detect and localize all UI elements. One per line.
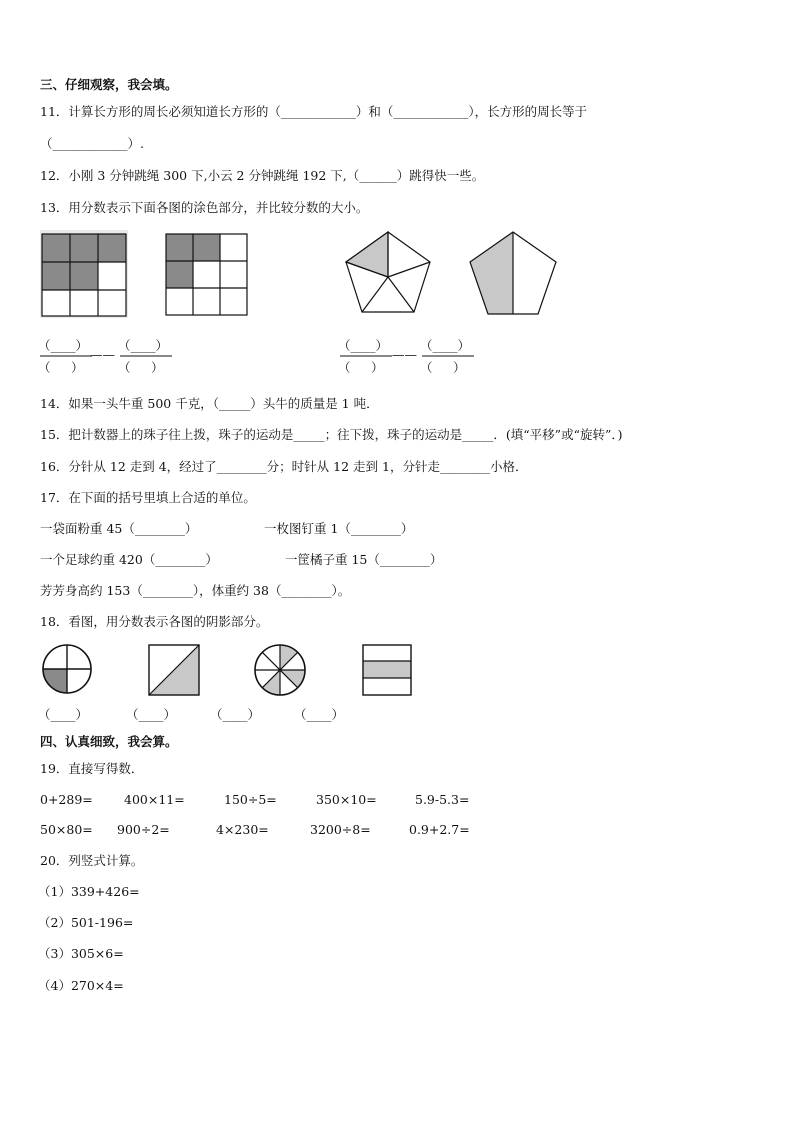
- q18-answer-blank-2[interactable]: （____）: [126, 707, 177, 722]
- q19-expr: 0+289=: [40, 792, 93, 807]
- question-13: 13．用分数表示下面各图的涂色部分，并比较分数的大小。: [40, 200, 369, 215]
- q19-expr: 0.9+2.7=: [409, 822, 470, 837]
- q19-expr: 50×80=: [40, 822, 93, 837]
- q19-expr: 5.9-5.3=: [415, 792, 470, 807]
- q17-item-oranges: 一筐橘子重 15（________）: [285, 552, 443, 567]
- q20-item: （1）339+426=: [38, 884, 140, 899]
- q19-expr: 350×10=: [316, 792, 377, 807]
- compare-blank-2[interactable]: ——: [392, 347, 417, 362]
- q17-item-fangfang: 芳芳身高约 153（________），体重约 38（________）。: [40, 583, 351, 598]
- q19-expr: 3200÷8=: [310, 822, 371, 837]
- rectangle-thirds-figure: [362, 644, 412, 696]
- q20-item: （4）270×4=: [38, 978, 124, 993]
- square-diagonal-figure: [148, 644, 200, 696]
- circle-eighths-figure: [254, 644, 306, 696]
- question-17: 17．在下面的括号里填上合适的单位。: [40, 490, 256, 505]
- q17-item-pin: 一枚图钉重 1（________）: [264, 521, 414, 536]
- question-11-line1: 11．计算长方形的周长必须知道长方形的（____________）和（____________），长方形的周长等于: [40, 104, 588, 119]
- q20-item: （3）305×6=: [38, 946, 124, 961]
- q19-expr: 150÷5=: [224, 792, 277, 807]
- q19-expr: 400×11=: [124, 792, 185, 807]
- q19-expr: 4×230=: [216, 822, 269, 837]
- q18-answer-blank-4[interactable]: （____）: [294, 707, 345, 722]
- q17-item-flour: 一袋面粉重 45（________）: [40, 521, 198, 536]
- question-12: 12．小刚 3 分钟跳绳 300 下,小云 2 分钟跳绳 192 下,（______）跳得快一些。: [40, 168, 485, 183]
- section-4-heading: 四、认真细致，我会算。: [40, 734, 178, 749]
- question-11-line2: （____________）.: [40, 136, 144, 151]
- question-19: 19．直接写得数．: [40, 761, 144, 776]
- grid-figure-a: [40, 230, 128, 318]
- pentagon-figure-b: [468, 230, 558, 316]
- question-14: 14．如果一头牛重 500 千克，（_____）头牛的质量是 1 吨．: [40, 396, 379, 411]
- grid-figure-b: [166, 234, 248, 316]
- section-3-heading: 三、仔细观察，我会填。: [40, 77, 178, 92]
- q18-answer-blank-3[interactable]: （____）: [210, 707, 261, 722]
- question-16: 16．分针从 12 走到 4，经过了________分；时针从 12 走到 1，分针走________小格．: [40, 459, 528, 474]
- question-18: 18．看图，用分数表示各图的阴影部分。: [40, 614, 269, 629]
- q17-item-football: 一个足球约重 420（________）: [40, 552, 218, 567]
- q19-expr: 900÷2=: [117, 822, 170, 837]
- question-15: 15．把计数器上的珠子往上拨，珠子的运动是_____；往下拨，珠子的运动是_____．(填“平移”或“旋转”．): [40, 427, 623, 442]
- compare-blank-1[interactable]: ——: [90, 347, 115, 362]
- q18-answer-blank-1[interactable]: （____）: [38, 707, 89, 722]
- question-20: 20．列竖式计算。: [40, 853, 144, 868]
- q20-item: （2）501-196=: [38, 915, 134, 930]
- pentagon-figure-a: [344, 230, 432, 316]
- circle-quarters-figure: [42, 644, 92, 694]
